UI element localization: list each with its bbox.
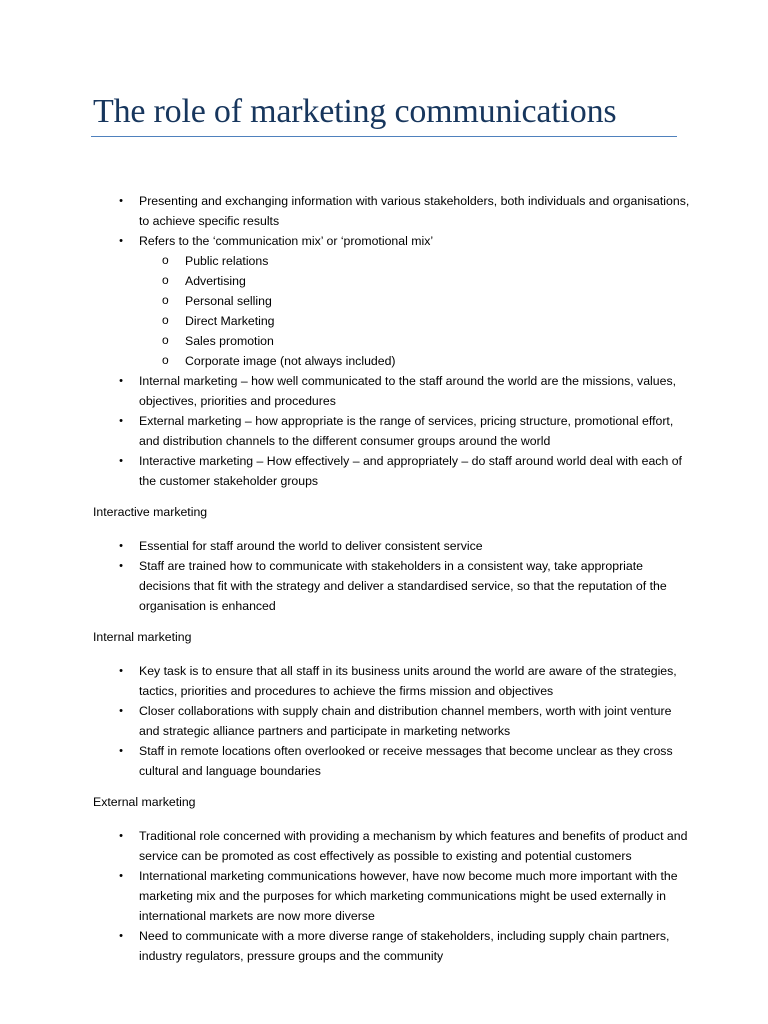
title-underline [91, 136, 677, 137]
intro-list [93, 191, 693, 491]
circle-bullet-icon: o [162, 353, 169, 367]
bullet-icon: • [119, 665, 123, 677]
list-item [93, 536, 693, 556]
section-heading-external: External marketing [93, 795, 196, 809]
section-heading-internal: Internal marketing [93, 630, 192, 644]
list-item-text: International marketing communications however, have now become much more important with the marketing mix and the purposes for which marketing communications might be used externally in international markets are now more diverse [139, 869, 678, 923]
sub-list-item [139, 311, 693, 331]
sub-list-item-text: Public relations [185, 254, 269, 268]
list-item-text: Traditional role concerned with providing a mechanism by which features and benefits of product and service can be promoted as cost effectively as possible to existing and potential customers [139, 829, 688, 863]
circle-bullet-icon: o [162, 253, 169, 267]
sub-list-item [139, 251, 693, 271]
bullet-icon: • [119, 930, 123, 942]
document-body [93, 191, 693, 966]
list-item-text: Staff in remote locations often overlooked or receive messages that become unclear as they cross cultural and language boundaries [139, 744, 673, 778]
list-item [93, 701, 693, 741]
list-item-text: Staff are trained how to communicate with stakeholders in a consistent way, take appropriate decisions that fit with the strategy and deliver a standardised service, so that the reputation of the organisation is enhanced [139, 559, 667, 613]
list-item [93, 231, 693, 371]
list-item-text: Interactive marketing – How effectively – and appropriately – do staff around world deal with each of the customer stakeholder groups [139, 454, 682, 488]
list-item-text: Essential for staff around the world to deliver consistent service [139, 539, 483, 553]
external-marketing-list [93, 826, 693, 966]
bullet-icon: • [119, 870, 123, 882]
bullet-icon: • [119, 560, 123, 572]
sub-list-item-text: Personal selling [185, 294, 272, 308]
list-item [93, 451, 693, 491]
list-item [93, 556, 693, 616]
bullet-icon: • [119, 235, 123, 247]
promotional-mix-list [139, 251, 693, 371]
list-item-text: Need to communicate with a more diverse range of stakeholders, including supply chain partners, industry regulators, pressure groups and the community [139, 929, 670, 963]
list-item [93, 826, 693, 866]
bullet-icon: • [119, 375, 123, 387]
list-item-text: Internal marketing – how well communicated to the staff around the world are the missions, values, objectives, priorities and procedures [139, 374, 677, 408]
bullet-icon: • [119, 540, 123, 552]
list-item-text: External marketing – how appropriate is the range of services, pricing structure, promotional effort, and distribution channels to the different consumer groups around the world [139, 414, 674, 448]
bullet-icon: • [119, 830, 123, 842]
list-item-text: Closer collaborations with supply chain and distribution channel members, worth with joint venture and strategic alliance partners and participate in marketing networks [139, 704, 672, 738]
interactive-marketing-list [93, 536, 693, 616]
page-title: The role of marketing communications [93, 93, 617, 130]
bullet-icon: • [119, 745, 123, 757]
sub-list-item-text: Sales promotion [185, 334, 274, 348]
list-item [93, 926, 693, 966]
sub-list-item [139, 291, 693, 311]
bullet-icon: • [119, 195, 123, 207]
list-item [93, 866, 693, 926]
section-heading-interactive: Interactive marketing [93, 505, 208, 519]
circle-bullet-icon: o [162, 273, 169, 287]
list-item-text: Refers to the ‘communication mix’ or ‘promotional mix’ [139, 234, 434, 248]
sub-list-item [139, 271, 693, 291]
bullet-icon: • [119, 705, 123, 717]
sub-list-item-text: Advertising [185, 274, 246, 288]
sub-list-item [139, 331, 693, 351]
list-item-text: Presenting and exchanging information with various stakeholders, both individuals and organisations, to achieve specific results [139, 194, 690, 228]
list-item [93, 411, 693, 451]
circle-bullet-icon: o [162, 313, 169, 327]
list-item [93, 371, 693, 411]
list-item [93, 661, 693, 701]
bullet-icon: • [119, 415, 123, 427]
list-item [93, 741, 693, 781]
list-item-text: Key task is to ensure that all staff in its business units around the world are aware of the strategies, tactics, priorities and procedures to achieve the firms mission and objectives [139, 664, 677, 698]
internal-marketing-list [93, 661, 693, 781]
circle-bullet-icon: o [162, 293, 169, 307]
circle-bullet-icon: o [162, 333, 169, 347]
bullet-icon: • [119, 455, 123, 467]
sub-list-item-text: Corporate image (not always included) [185, 354, 396, 368]
sub-list-item [139, 351, 693, 371]
sub-list-item-text: Direct Marketing [185, 314, 275, 328]
list-item [93, 191, 693, 231]
